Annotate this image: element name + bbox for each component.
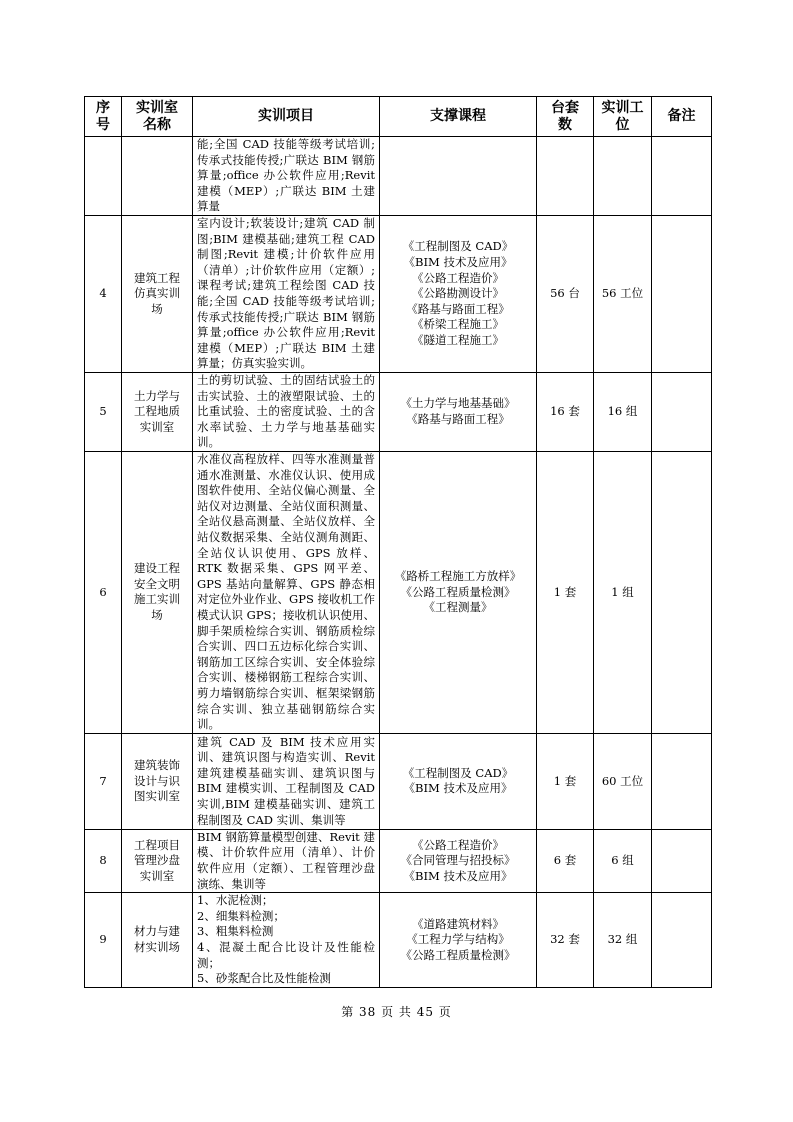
course-item: 《公路工程造价》 [412, 270, 504, 285]
table-row [85, 137, 712, 216]
table-row [85, 733, 712, 829]
row-stations: 56 工位 [594, 215, 652, 372]
row-project: 水准仪高程放样、四等水准测量普通水准测量、水准仪认识、使用成图软件使用、全站仪偏心测量、全站仪对边测量、全站仪面积测量、全站仪悬高测量、全站仪放样、全站仪数据采集、全站仪测角测距、全站仪认识使用、GPS 放样、RTK 数据采集、GPS 网平差、GPS 基站向量解算、GPS 静态相对定位外业作业、GPS 接收机工作模式认识 GPS；接收机认识使用、脚手架质检综合实训、钢筋质检综合实训、四口五边标化综合实训、钢筋加工区综合实训、安全体验综合实训、楼梯钢筋工程综合实训、剪力墙钢筋综合实训、框架梁钢筋综合实训、独立基础钢筋综合实训。 [193, 451, 380, 733]
row-remarks [652, 215, 712, 372]
row-sets: 32 套 [537, 893, 594, 988]
row-stations [594, 137, 652, 216]
header-room-name: 实训室 名称 [122, 97, 193, 137]
training-room-table [84, 96, 712, 988]
table-row [85, 215, 712, 372]
row-remarks [652, 137, 712, 216]
row-sets [537, 137, 594, 216]
row-courses [380, 733, 537, 829]
row-courses [380, 215, 537, 372]
row-project: 建筑 CAD 及 BIM 技术应用实训、建筑识图与构造实训、Revit 建筑建模基础实训、建筑识图与 BIM 建模实训、工程制图及 CAD 实训,BIM 建模基础实训、建筑工程制图及 CAD 实训、集训等 [193, 733, 380, 829]
row-sets: 56 台 [537, 215, 594, 372]
table-body [85, 137, 712, 988]
course-item: 《公路勘测设计》 [412, 286, 504, 301]
table-row [85, 451, 712, 733]
header-sets: 台套 数 [537, 97, 594, 137]
row-room-name: 工程项目 管理沙盘 实训室 [122, 829, 193, 892]
header-project: 实训项目 [193, 97, 380, 137]
row-remarks [652, 829, 712, 892]
course-item: 《公路工程质量检测》 [400, 947, 516, 962]
row-room-name: 材力与建 材实训场 [122, 893, 193, 988]
row-no [85, 137, 122, 216]
row-room-name: 建筑装饰 设计与识 图实训室 [122, 733, 193, 829]
row-no: 9 [85, 893, 122, 988]
row-sets: 6 套 [537, 829, 594, 892]
row-remarks [652, 372, 712, 451]
table-header-row [85, 97, 712, 137]
row-project: BIM 钢筋算量模型创建、Revit 建模、计价软件应用（清单）、计价软件应用（定额）、工程管理沙盘演练、集训等 [193, 829, 380, 892]
row-project: 室内设计;软装设计;建筑 CAD 制图;BIM 建模基础;建筑工程 CAD 制图;Revit 建模;计价软件应用（清单）;计价软件应用（定额）;课程考试;建筑工程绘图 CAD 技能;全国 CAD 技能等级考试培训;传承式技能传授;广联达 BIM 钢筋算量;office 办公软件应用;Revit 建模（MEP）;广联达 BIM 土建算量；仿真实验实训。 [193, 215, 380, 372]
course-item: 《公路工程造价》 [412, 837, 504, 852]
course-item: 《公路工程质量检测》 [400, 584, 516, 599]
row-courses [380, 829, 537, 892]
course-item: 《工程力学与结构》 [406, 932, 510, 947]
table-row [85, 372, 712, 451]
row-stations: 6 组 [594, 829, 652, 892]
row-courses [380, 372, 537, 451]
row-sets: 1 套 [537, 733, 594, 829]
row-no: 4 [85, 215, 122, 372]
course-item: 《合同管理与招投标》 [400, 853, 516, 868]
row-no: 5 [85, 372, 122, 451]
header-remarks: 备注 [652, 97, 712, 137]
row-sets: 16 套 [537, 372, 594, 451]
header-no: 序 号 [85, 97, 122, 137]
course-item: 《BIM 技术及应用》 [403, 781, 513, 796]
course-item: 《路桥工程施工方放样》 [394, 568, 522, 583]
row-room-name [122, 137, 193, 216]
row-room-name: 土力学与 工程地质 实训室 [122, 372, 193, 451]
row-remarks [652, 893, 712, 988]
row-project: 能;全国 CAD 技能等级考试培训;传承式技能传授;广联达 BIM 钢筋算量;office 办公软件应用;Revit 建模（MEP）;广联达 BIM 土建算量 [193, 137, 380, 216]
row-project: 1、水泥检测； 2、细集料检测； 3、粗集料检测 4、混凝土配合比设计及性能检测； 5、砂浆配合比及性能检测 [193, 893, 380, 988]
course-item: 《隧道工程施工》 [412, 332, 504, 347]
row-sets: 1 套 [537, 451, 594, 733]
course-item: 《工程测量》 [423, 600, 493, 615]
row-room-name: 建设工程 安全文明 施工实训 场 [122, 451, 193, 733]
table-row [85, 893, 712, 988]
row-courses [380, 137, 537, 216]
row-remarks [652, 451, 712, 733]
course-item: 《路基与路面工程》 [406, 301, 510, 316]
page-footer: 第 38 页 共 45 页 [341, 1005, 452, 1019]
header-stations: 实训工 位 [594, 97, 652, 137]
course-item: 《土力学与地基基础》 [400, 396, 516, 411]
row-no: 6 [85, 451, 122, 733]
course-item: 《工程制图及 CAD》 [402, 239, 514, 254]
row-room-name: 建筑工程 仿真实训 场 [122, 215, 193, 372]
row-stations: 1 组 [594, 451, 652, 733]
table-row [85, 829, 712, 892]
row-no: 7 [85, 733, 122, 829]
course-item: 《BIM 技术及应用》 [403, 868, 513, 883]
row-courses [380, 451, 537, 733]
course-item: 《工程制图及 CAD》 [402, 765, 514, 780]
row-stations: 16 组 [594, 372, 652, 451]
row-remarks [652, 733, 712, 829]
row-no: 8 [85, 829, 122, 892]
header-courses: 支撑课程 [380, 97, 537, 137]
course-item: 《桥梁工程施工》 [412, 317, 504, 332]
row-stations: 32 组 [594, 893, 652, 988]
row-courses [380, 893, 537, 988]
course-item: 《BIM 技术及应用》 [403, 254, 513, 269]
row-stations: 60 工位 [594, 733, 652, 829]
course-item: 《道路建筑材料》 [412, 916, 504, 931]
row-project: 土的剪切试验、土的固结试验土的击实试验、土的液塑限试验、土的比重试验、土的密度试验、土的含水率试验、土力学与地基基础实训。 [193, 372, 380, 451]
course-item: 《路基与路面工程》 [406, 411, 510, 426]
